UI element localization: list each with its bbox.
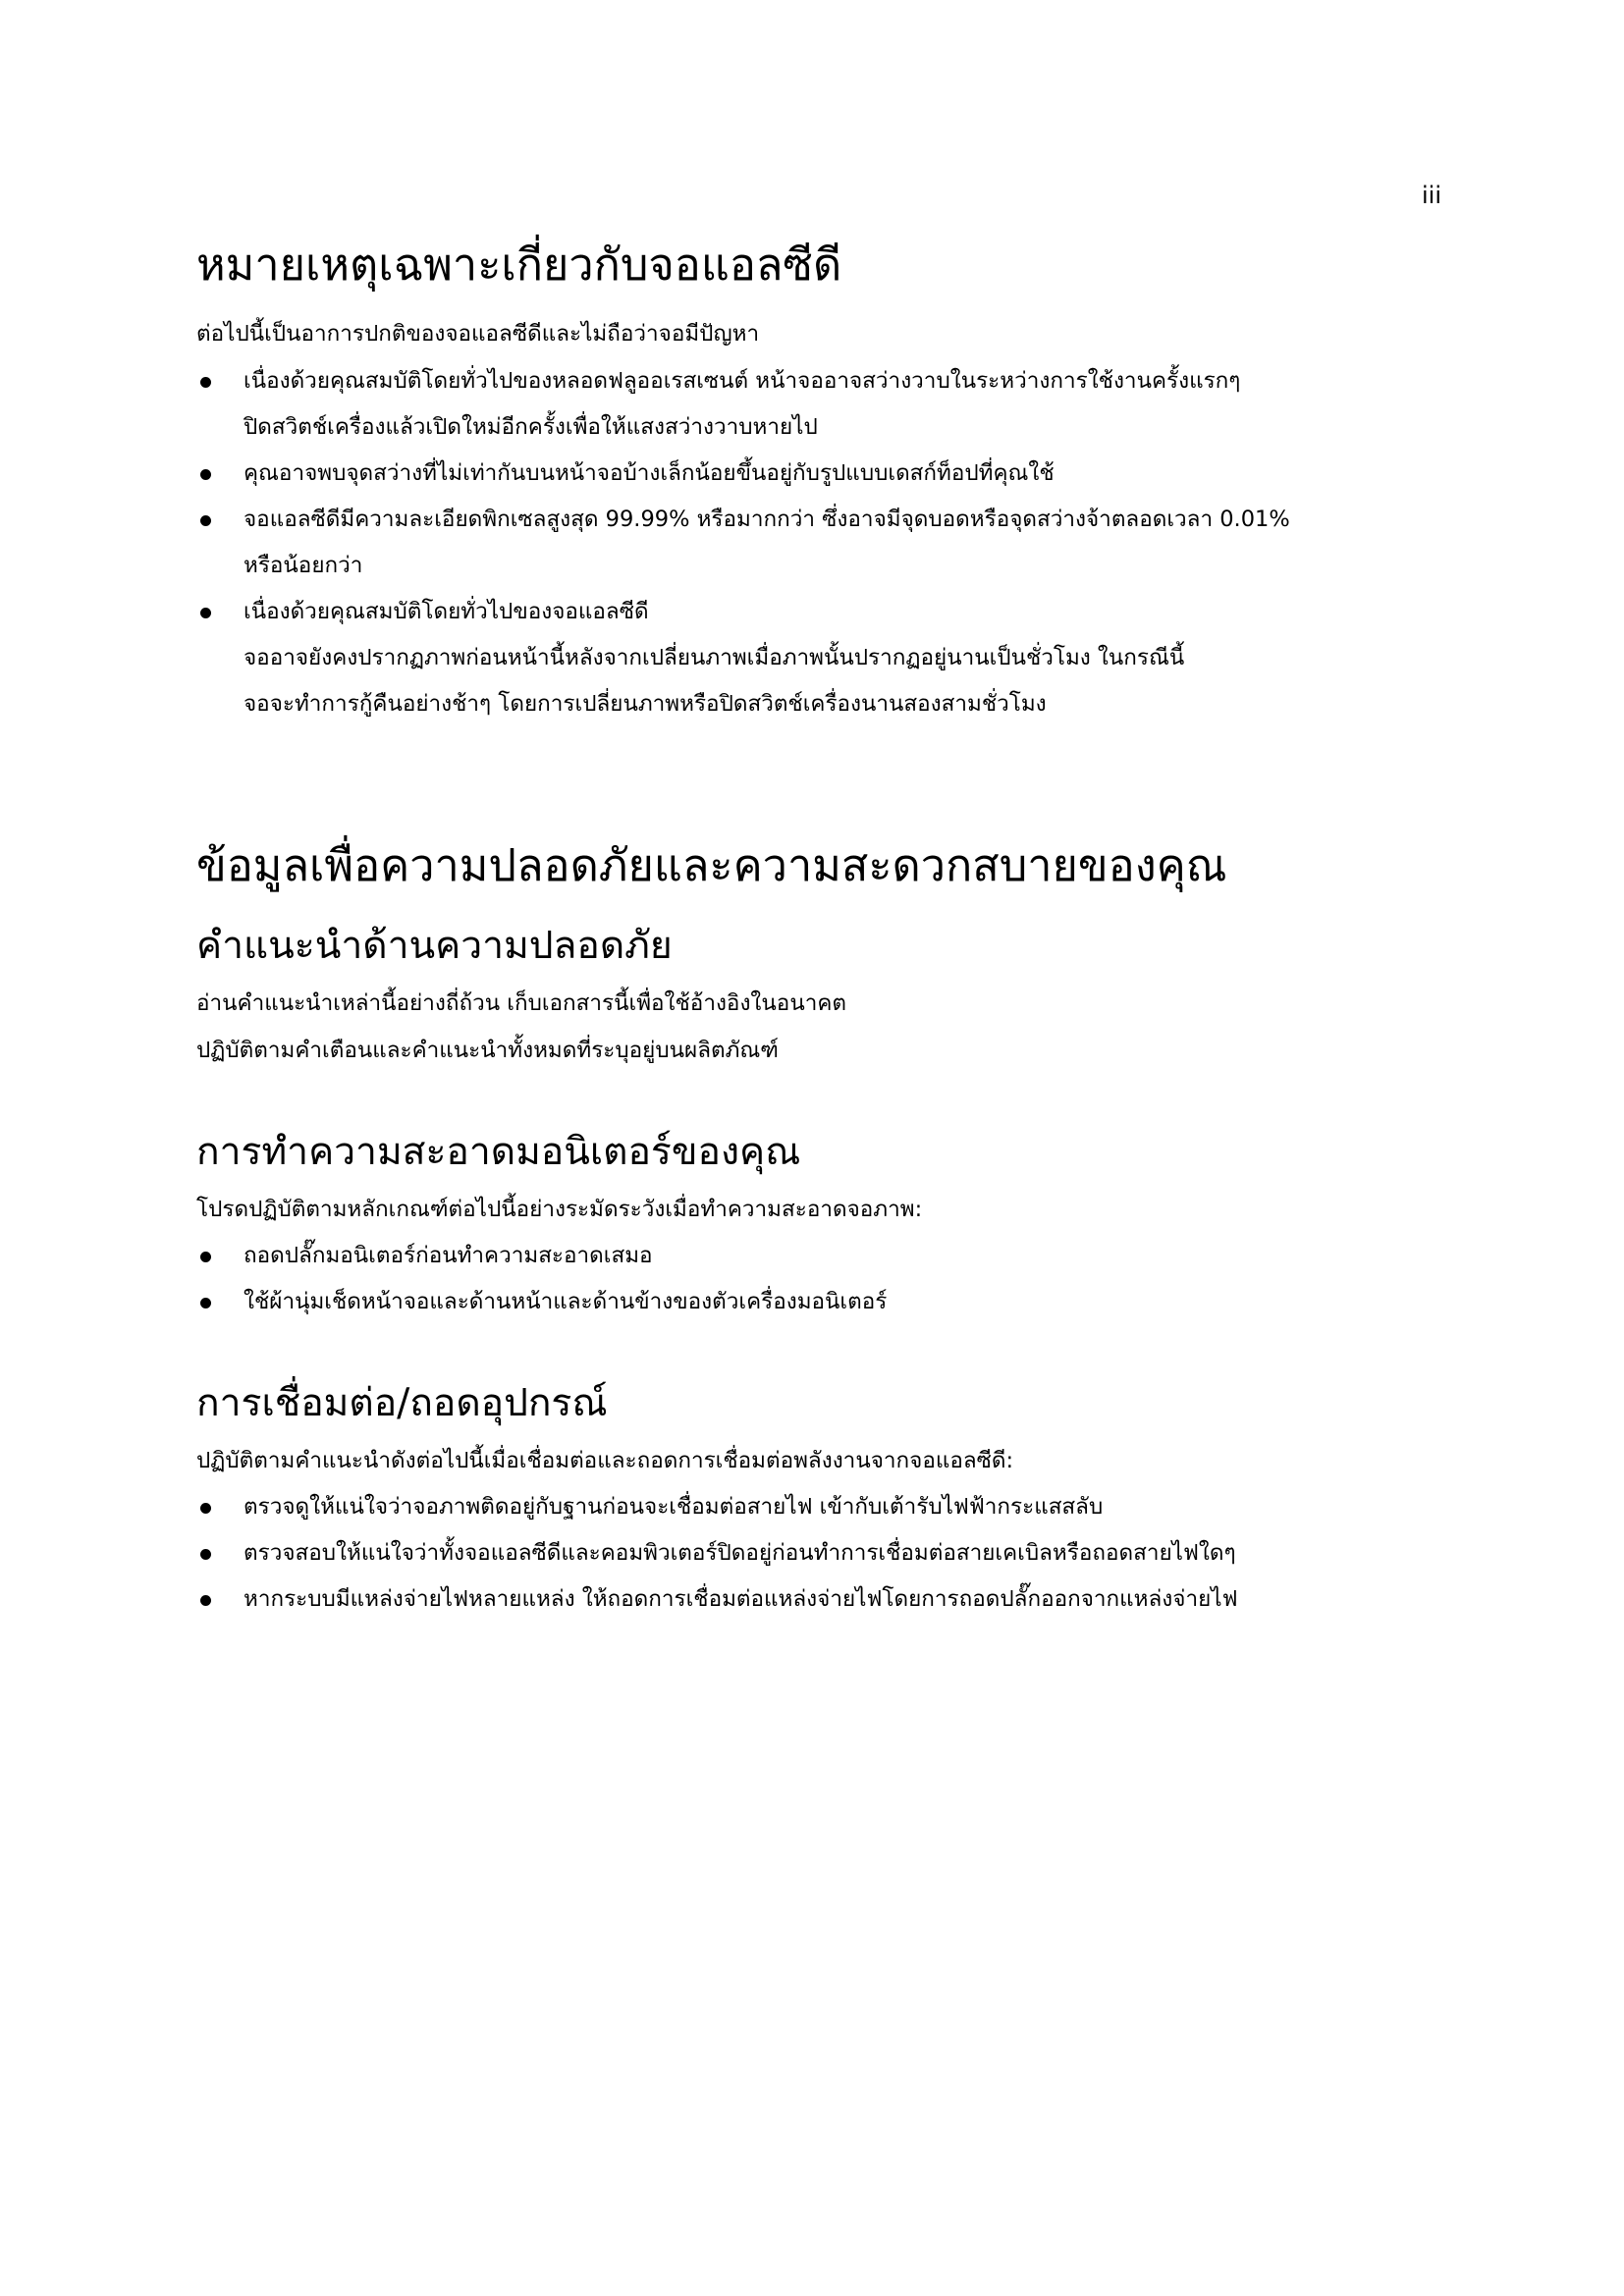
cleaning-title: การทำความสะอาดมอนิเตอร์ของคุณ: [196, 1130, 801, 1174]
list-item: คุณอาจพบจุดสว่างที่ไม่เท่ากันบนหน้าจอบ้างเล็กน้อยขึ้นอยู่กับรูปแบบเดสก์ท็อปที่คุณใช้: [196, 451, 1290, 497]
cleaning-list: [196, 1233, 887, 1325]
connecting-intro: ปฏิบัติตามคำแนะนำดังต่อไปนี้เมื่อเชื่อมต่อและถอดการเชื่อมต่อพลังงานจากจอแอลซีดี:: [196, 1448, 1014, 1473]
page-number: iii: [1422, 182, 1442, 209]
bullet-icon: [200, 377, 211, 388]
safety-instructions-title: คำแนะนำด้านความปลอดภัย: [196, 924, 673, 968]
safety-title: ข้อมูลเพื่อความปลอดภัยและความสะดวกสบายของคุณ: [196, 839, 1227, 891]
connecting-title: การเชื่อมต่อ/ถอดอุปกรณ์: [196, 1381, 608, 1425]
list-item: ถอดปลั๊กมอนิเตอร์ก่อนทำความสะอาดเสมอ: [196, 1233, 887, 1279]
list-item: ใช้ผ้านุ่มเช็ดหน้าจอและด้านหน้าและด้านข้างของตัวเครื่องมอนิเตอร์: [196, 1279, 887, 1325]
safety-instructions-para: อ่านคำแนะนำเหล่านี้อย่างถี่ถ้วน เก็บเอกสารนี้เพื่อใช้อ้างอิงในอนาคต: [196, 990, 846, 1016]
safety-instructions-para: ปฏิบัติตามคำเตือนและคำแนะนำทั้งหมดที่ระบุอยู่บนผลิตภัณฑ์: [196, 1038, 779, 1063]
bullet-icon: [200, 608, 211, 618]
lcd-notes-list: [196, 358, 1290, 727]
connecting-list: [196, 1484, 1238, 1623]
bullet-icon: [200, 1595, 211, 1606]
bullet-icon: [200, 469, 211, 480]
bullet-icon: [200, 1298, 211, 1308]
lcd-notes-section: [196, 236, 841, 294]
cleaning-intro: โปรดปฏิบัติตามหลักเกณฑ์ต่อไปนี้อย่างระมัดระวังเมื่อทำความสะอาดจอภาพ:: [196, 1197, 923, 1222]
lcd-notes-title: หมายเหตุเฉพาะเกี่ยวกับจอแอลซีดี: [196, 239, 842, 291]
list-item: ตรวจดูให้แน่ใจว่าจอภาพติดอยู่กับฐานก่อนจะเชื่อมต่อสายไฟ เข้ากับเต้ารับไฟฟ้ากระแสสลับ: [196, 1484, 1238, 1530]
bullet-icon: [200, 1549, 211, 1560]
list-item: ตรวจสอบให้แน่ใจว่าทั้งจอแอลซีดีและคอมพิวเตอร์ปิดอยู่ก่อนทำการเชื่อมต่อสายเคเบิลหรือถอดสายไฟใดๆ: [196, 1530, 1238, 1576]
list-item: หากระบบมีแหล่งจ่ายไฟหลายแหล่ง ให้ถอดการเชื่อมต่อแหล่งจ่ายไฟโดยการถอดปลั๊กออกจากแหล่งจ่ายไฟ: [196, 1576, 1238, 1623]
bullet-icon: [200, 515, 211, 526]
list-item: จอแอลซีดีมีความละเอียดพิกเซลสูงสุด 99.99% หรือมากกว่า ซึ่งอาจมีจุดบอดหรือจุดสว่างจ้าตลอดเวลา 0.01% หรือน้อยกว่า: [196, 497, 1290, 589]
lcd-notes-intro: ต่อไปนี้เป็นอาการปกติของจอแอลซีดีและไม่ถือว่าจอมีปัญหา: [196, 321, 760, 347]
bullet-icon: [200, 1503, 211, 1514]
bullet-icon: [200, 1252, 211, 1262]
list-item: เนื่องด้วยคุณสมบัติโดยทั่วไปของหลอดฟลูออเรสเซนต์ หน้าจออาจสว่างวาบในระหว่างการใช้งานครั้งแรกๆ ปิดสวิตช์เครื่องแล้วเปิดใหม่อีกครั้งเพื่อให้แสงสว่างวาบหายไป: [196, 358, 1290, 451]
list-item: เนื่องด้วยคุณสมบัติโดยทั่วไปของจอแอลซีดี จออาจยังคงปรากฏภาพก่อนหน้านี้หลังจากเปลี่ยนภาพเมื่อภาพนั้นปรากฏอยู่นานเป็นชั่วโมง ในกรณีนี้ จอจะทำการกู้คืนอย่างช้าๆ โดยการเปลี่ยนภาพหรือปิดสวิตช์เครื่องนานสองสามชั่วโมง: [196, 589, 1290, 727]
